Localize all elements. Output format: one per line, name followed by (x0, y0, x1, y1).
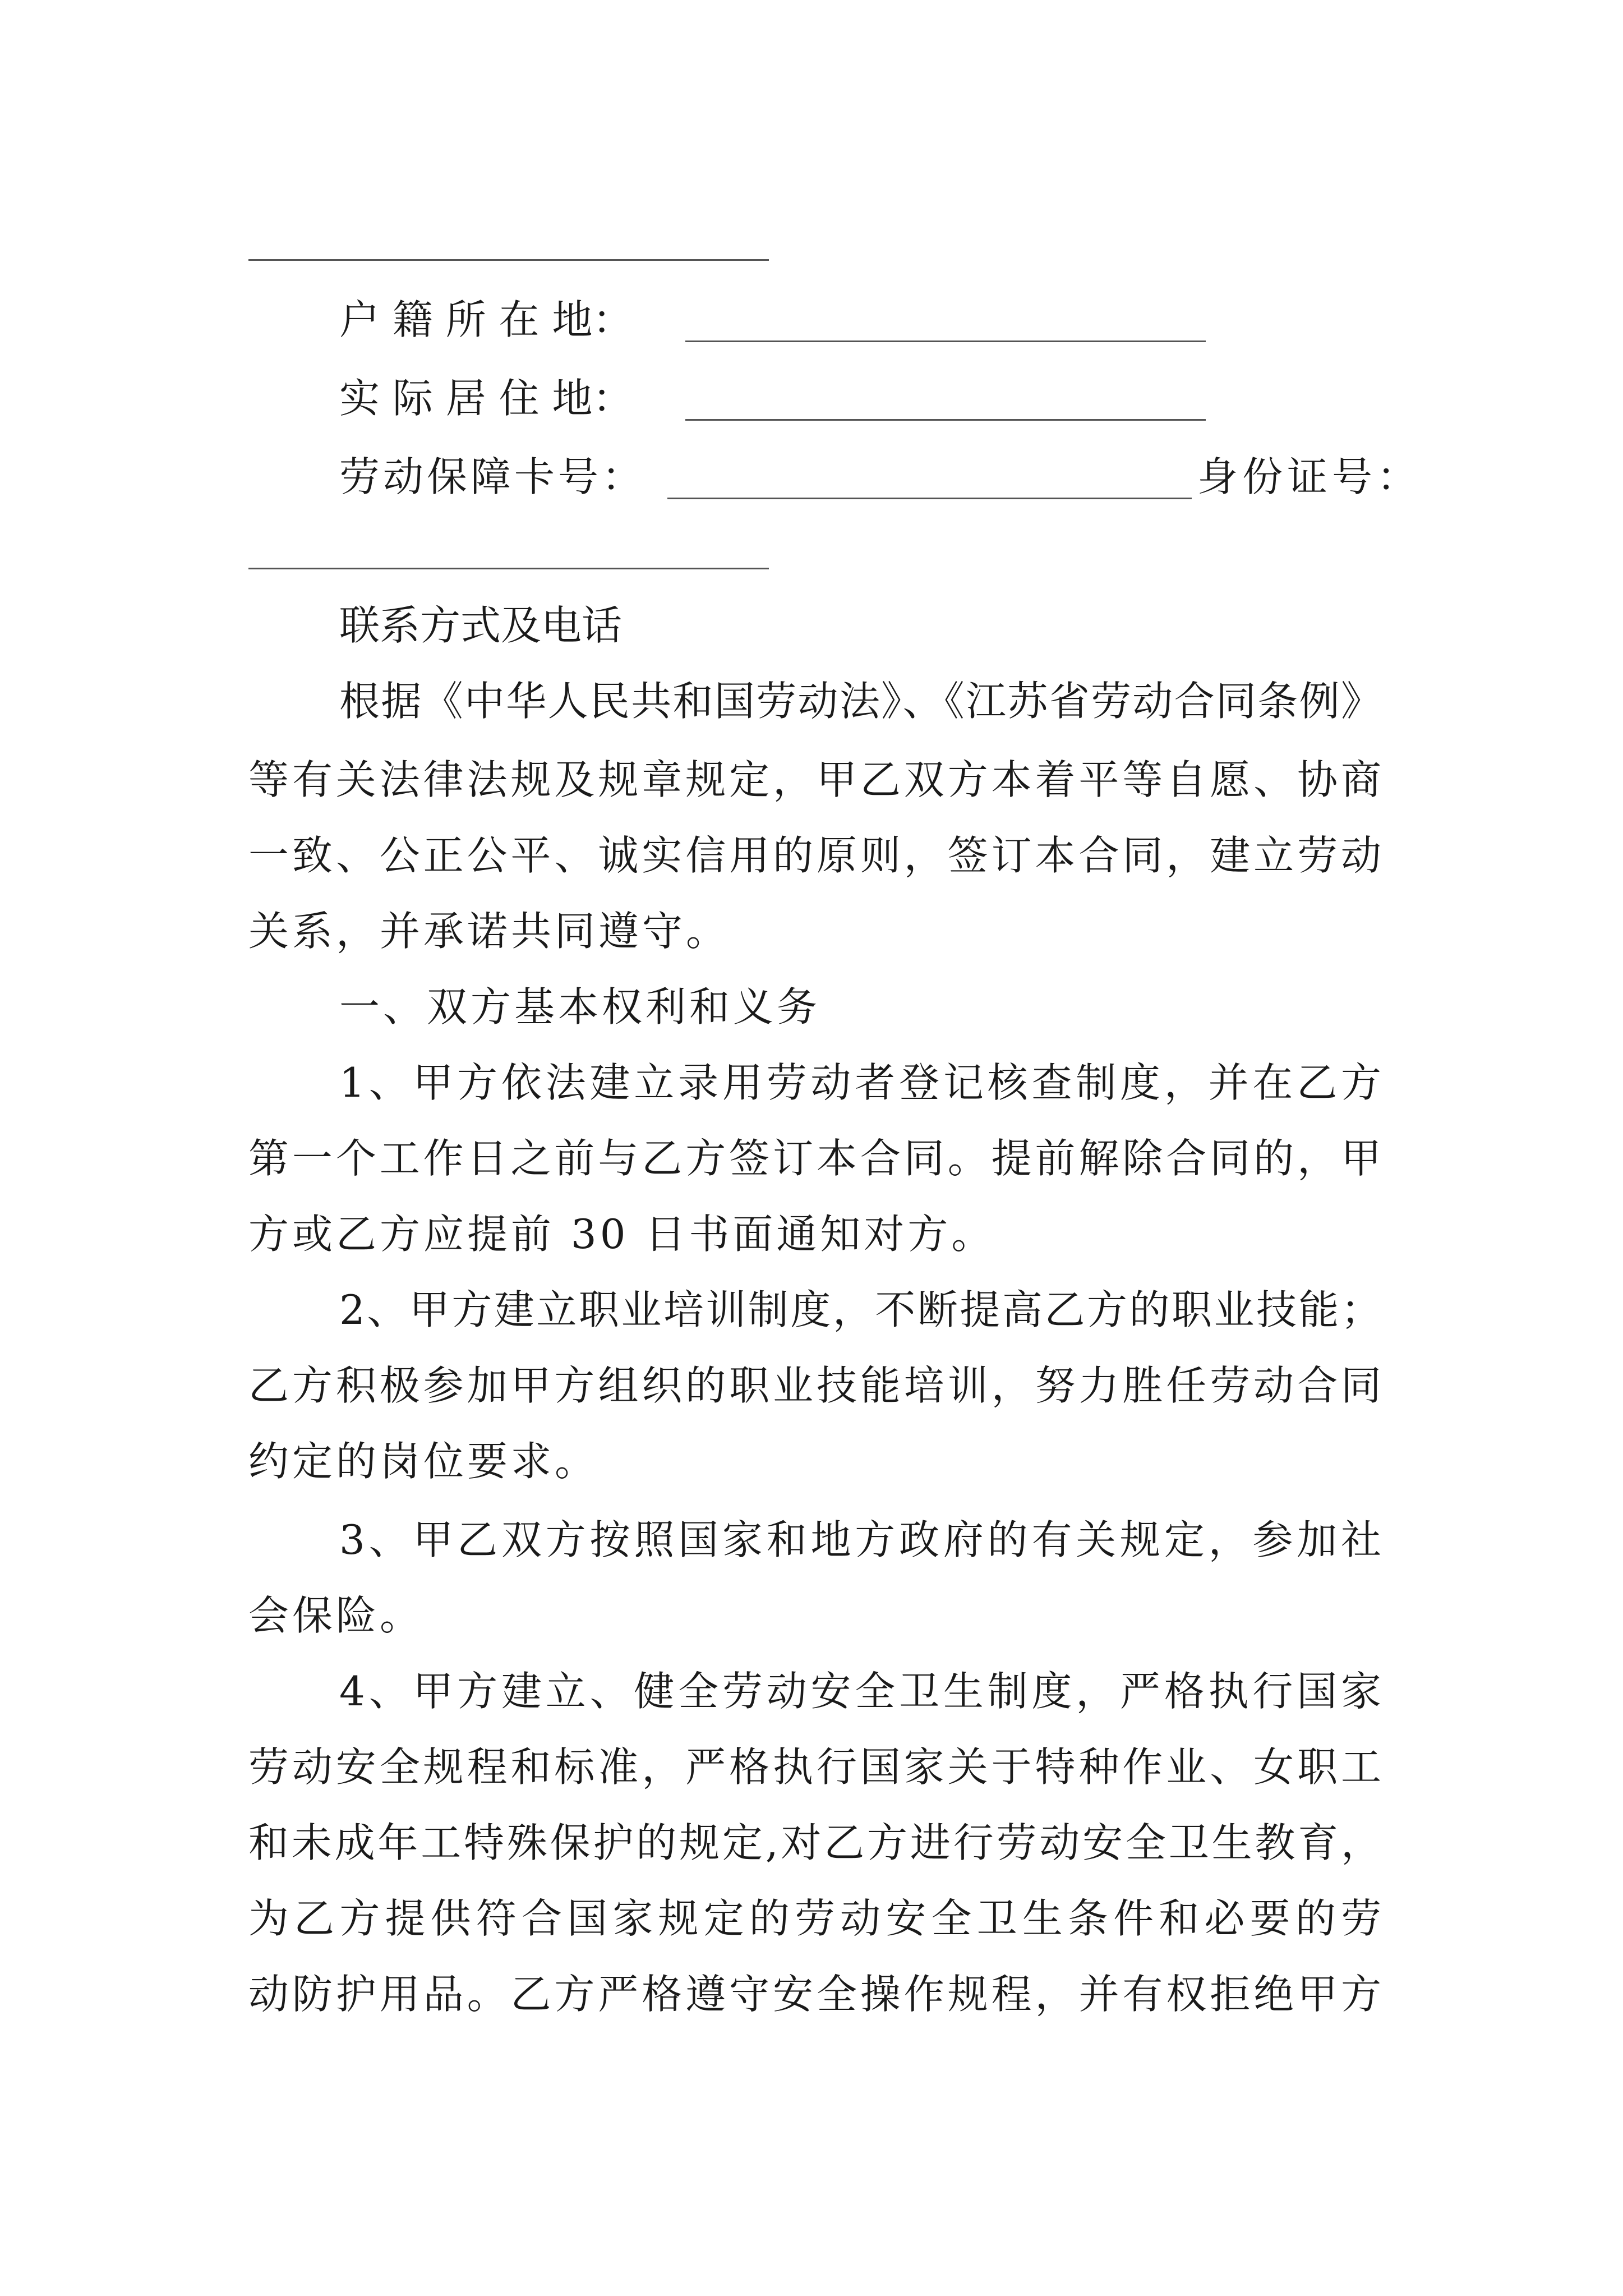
clause3-line-1: 3、甲乙双方按照国家和地方政府的有关规定，参加社 (339, 1516, 1381, 1563)
clause4-line-4: 为乙方提供符合国家规定的劳动安全卫生条件和必要的劳 (248, 1895, 1381, 1942)
clause2-line-2: 乙方积极参加甲方组织的职业技能培训，努力胜任劳动合同 (248, 1362, 1381, 1409)
contact-heading: 联系方式及电话 (339, 602, 623, 649)
blank-line (248, 259, 769, 261)
clause4-line-1: 4、甲方建立、健全劳动安全卫生制度，严格执行国家 (339, 1668, 1381, 1715)
section-heading: 一、双方基本权利和义务 (339, 983, 821, 1030)
clause1-line-1: 1、甲方依法建立录用劳动者登记核查制度，并在乙方 (339, 1059, 1381, 1106)
clause1-line-3: 方或乙方应提前 30 日书面通知对方。 (248, 1211, 995, 1258)
clause2-line-3: 约定的岗位要求。 (248, 1438, 599, 1485)
hukou-blank (685, 341, 1206, 342)
preamble-line-4: 关系，并承诺共同遵守。 (248, 908, 730, 955)
clause4-line-5: 动防护用品。乙方严格遵守安全操作规程，并有权拒绝甲方 (248, 1971, 1381, 2018)
residence-blank (685, 419, 1206, 421)
preamble-line-1: 根据《中华人民共和国劳动法》、《江苏省劳动合同条例》 (339, 678, 1381, 725)
clause2-line-1: 2、甲方建立职业培训制度，不断提高乙方的职业技能； (339, 1286, 1381, 1333)
hukou-label: 户 籍 所 在 地： (339, 296, 633, 343)
preamble-line-2: 等有关法律法规及规章规定，甲乙双方本着平等自愿、协商 (248, 756, 1381, 803)
id-card-label: 身份证号： (1197, 453, 1422, 500)
clause3-line-2: 会保险。 (248, 1592, 424, 1639)
labor-card-label: 劳动保障卡号： (339, 453, 646, 500)
labor-card-blank (667, 498, 1192, 499)
residence-label: 实 际 居 住 地： (339, 375, 633, 422)
clause4-line-2: 劳动安全规程和标准，严格执行国家关于特种作业、女职工 (248, 1743, 1381, 1791)
preamble-line-3: 一致、公正公平、诚实信用的原则，签订本合同，建立劳动 (248, 832, 1381, 879)
clause4-line-3: 和未成年工特殊保护的规定,对乙方进行劳动安全卫生教育， (248, 1819, 1381, 1866)
clause1-line-2: 第一个工作日之前与乙方签订本合同。提前解除合同的，甲 (248, 1135, 1381, 1182)
id-card-blank (248, 568, 769, 569)
